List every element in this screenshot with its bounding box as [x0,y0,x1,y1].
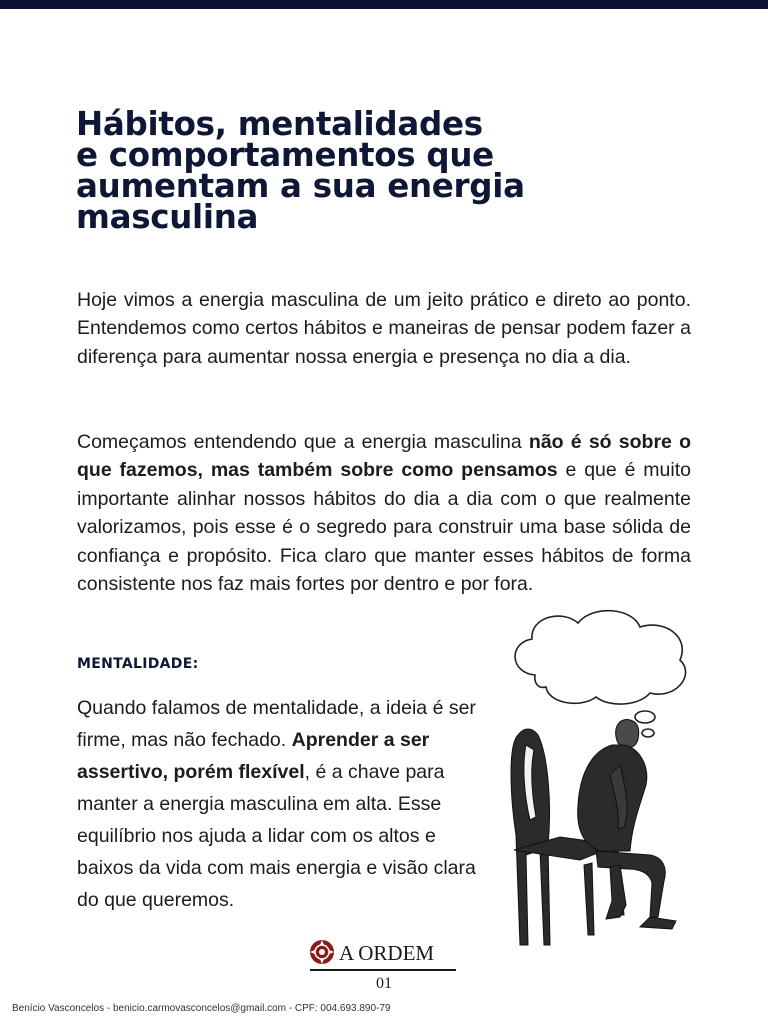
section-heading: MENTALIDADE: [77,656,199,672]
top-bar [0,0,768,9]
intro-paragraph: Hoje vimos a energia masculina de um jeito prático e direto ao ponto. Entendemos como certos hábitos e maneiras de pensar podem fazer a diferença para aumentar nossa energia e presença no dia a dia. [77,289,691,368]
title-line: masculina [76,198,259,236]
title-line: aumentam a sua energia [76,167,525,205]
thinking-man-illustration [500,605,700,955]
logo-text: A ORDEM [339,941,435,965]
text-span: , é a chave para manter a energia masculina em alta. Esse equilíbrio nos ajuda a lidar com os altos e baixos da vida com mais energia e visão clara do que queremos. [77,761,476,911]
text-span: e que é muito importante alinhar nossos hábitos do dia a dia com o que realmente valorizamos, pois esse é o segredo para construir uma base sólida de confiança e propósito. Fica claro que manter esses hábitos de forma consistente nos faz mais fortes por dentro e por fora. [77,459,691,596]
text-span: Quando falamos de mentalidade, a ideia é ser firme, mas não fechado. [77,697,476,751]
page-number: 01 [376,975,392,992]
rose-emblem-icon [310,940,334,964]
title-line: Hábitos, mentalidades [76,105,483,143]
title-line: e comportamentos que [76,136,494,174]
logo-underline [310,969,456,971]
a-ordem-logo [307,936,457,972]
page-title [76,105,636,236]
second-paragraph [77,428,691,598]
mentalidade-paragraph [77,692,497,916]
emphasis-text: Aprender a ser assertivo, porém flexível [77,729,430,783]
text-span: Começamos entendendo que a energia masculina [77,431,529,453]
footer-text: Benício Vasconcelos - benicio.carmovasconcelos@gmail.com - CPF: 004.693.890-79 [12,1003,391,1014]
emphasis-text: não é só sobre o que fazemos, mas também sobre como pensamos [77,431,691,482]
